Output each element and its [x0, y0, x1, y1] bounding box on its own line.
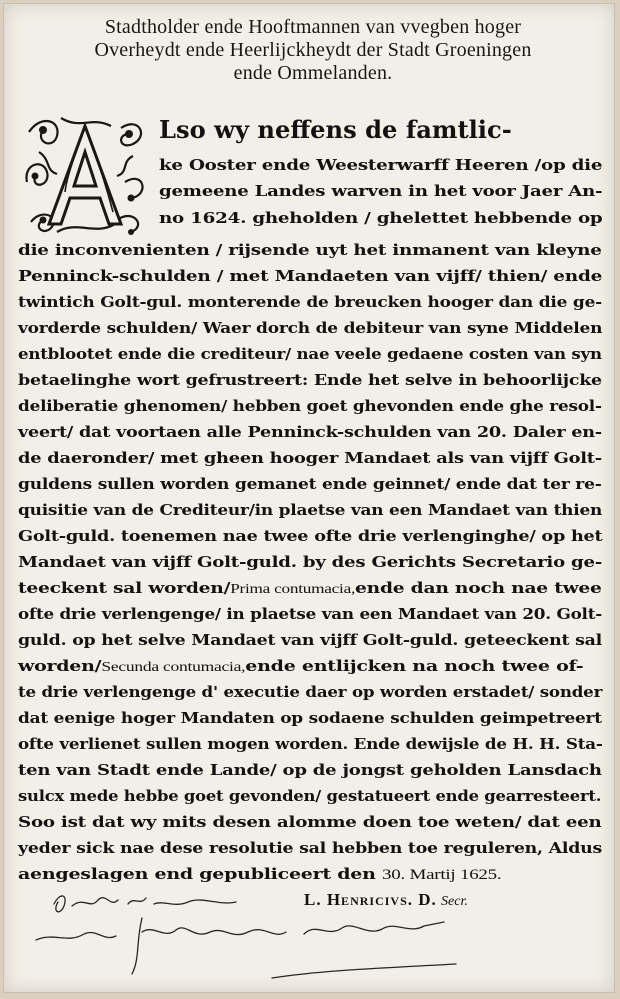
- text-line: Penninck-schulden / met Mandaeten van vijff/ thien/ ende: [18, 267, 603, 285]
- text-line: die inconvenienten / rijsende uyt het inmanent van kleyne: [18, 241, 602, 259]
- text-line: Golt-guld. toenemen nae twee ofte drie verlenginghe/ op het: [18, 527, 603, 545]
- text-line: guld. op het selve Mandaet van vijff Golt-guld. geteeckent sal: [18, 631, 603, 649]
- text-line: gemeene Landes warven in het voor Jaer An-: [159, 182, 603, 200]
- decorated-initial: [21, 112, 151, 237]
- text-line: de daeronder/ met gheen hooger Mandaet als van vijff Golt-: [18, 449, 602, 467]
- heading-line-3: ende Ommelanden.: [233, 62, 393, 84]
- text-line: ke Ooster ende Weesterwarff Heeren /op die: [159, 156, 603, 174]
- text-line: te drie verlengenge d' executie daer op worden erstadet/ sonder: [18, 683, 603, 701]
- heading-line-1: Stadtholder ende Hooftmannen van vvegben hoger: [104, 16, 522, 38]
- text-segment: teeckent sal worden/: [18, 579, 231, 597]
- text-line: Soo ist dat wy mits desen alomme doen toe weten/ dat een: [18, 813, 602, 831]
- publication-date: 30. Martij 1625.: [382, 866, 502, 883]
- text-line: entblootet ende die crediteur/ nae veele gedaene costen van syn: [18, 345, 602, 363]
- text-line: guldens sullen worden gemanet ende geinnet/ ende dat ter re-: [18, 475, 602, 493]
- text-line: betaelinghe wort gefrustreert: Ende het selve in behoorlijcke: [18, 371, 602, 389]
- document-sheet: [3, 3, 615, 993]
- text-line-with-prima: [18, 574, 602, 602]
- secretary-name: L. Henricivs. D.: [304, 890, 437, 909]
- text-line: ten van Stadt ende Lande/ op de jongst geholden Lansdach: [18, 761, 602, 779]
- text-line: sulcx mede hebbe goet gevonden/ gestatueert ende gearresteert.: [18, 787, 602, 805]
- text-line: twintich Golt-gul. monterende de breucken hooger dan die ge-: [18, 293, 603, 311]
- heading-line-2: Overheydt ende Heerlijckheydt der Stadt Groeningen: [94, 39, 532, 61]
- text-line: dat eenige hoger Mandaten op sodaene schulden geimpetreert: [18, 709, 602, 727]
- text-line: veert/ dat voortaen alle Penninck-schulden van 20. Daler en-: [18, 423, 602, 441]
- secunda-contumacia: Secunda contumacia,: [101, 660, 246, 675]
- text-segment: aengeslagen end gepubliceert den: [18, 865, 376, 883]
- text-segment: ende entlijcken na noch twee of-: [245, 657, 584, 675]
- text-line: ofte drie verlengenge/ in plaetse van een Mandaet van 20. Golt-: [18, 605, 602, 623]
- handwritten-signature: [24, 882, 464, 982]
- text-line: no 1624. gheholden / ghelettet hebbende op: [159, 209, 603, 227]
- text-line: deliberatie ghenomen/ hebben goet ghevonden ende ghe resol-: [18, 397, 602, 415]
- secretary-title: Secr.: [441, 894, 468, 909]
- text-line: vorderde schulden/ Waer dorch de debiteur van syne Middelen: [18, 319, 603, 337]
- text-line: quisitie van de Crediteur/in plaetse van een Mandaet van thien: [18, 501, 603, 519]
- text-segment: ende dan noch nae twee: [355, 579, 602, 597]
- text-line: Lso wy neffens de famtlic-: [159, 115, 512, 144]
- document-heading: [18, 16, 608, 85]
- prima-contumacia: Prima contumacia,: [230, 582, 356, 597]
- text-line: Mandaet van vijff Golt-guld. by des Gerichts Secretario ge-: [18, 553, 603, 571]
- text-line: yeder sick nae dese resolutie sal hebben toe reguleren, Aldus: [18, 839, 603, 857]
- text-line-with-secunda: [18, 652, 583, 680]
- text-segment: worden/: [18, 657, 102, 675]
- text-line: ofte verlienet sullen mogen worden. Ende dewijsle de H. H. Sta-: [18, 735, 603, 753]
